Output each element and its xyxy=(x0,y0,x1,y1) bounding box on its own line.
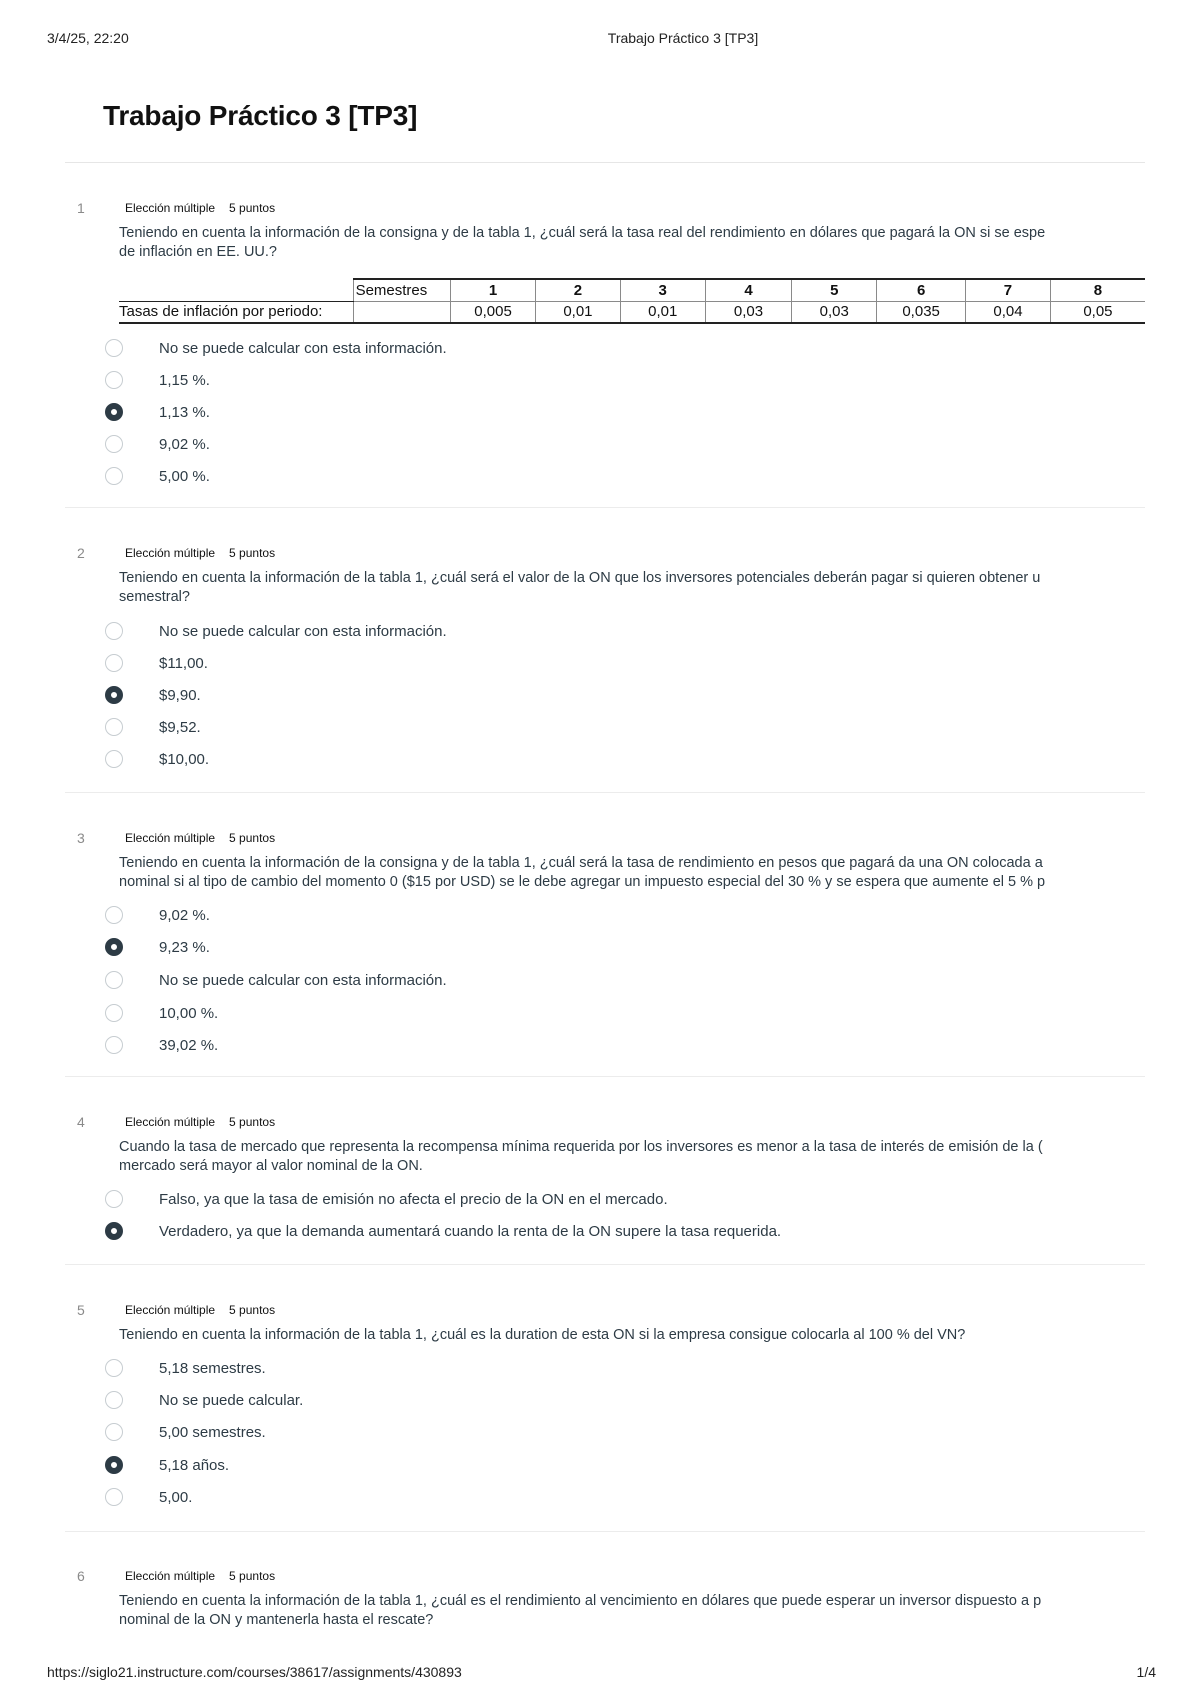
table-period-cell: 3 xyxy=(620,279,705,301)
quiz-content xyxy=(65,0,1145,1650)
radio-button[interactable] xyxy=(105,1359,123,1377)
answer-option[interactable] xyxy=(105,1421,1005,1445)
question-text xyxy=(119,224,1145,262)
radio-button[interactable] xyxy=(105,906,123,924)
answer-option[interactable] xyxy=(105,1188,1005,1212)
radio-button[interactable] xyxy=(105,654,123,672)
radio-button-checked[interactable] xyxy=(105,686,123,704)
question-text-line: mercado será mayor al valor nominal de la ON. xyxy=(119,1158,423,1174)
question-points: 5 puntos xyxy=(229,831,276,845)
question-divider xyxy=(65,507,1145,508)
answer-option[interactable] xyxy=(105,748,1005,772)
table-rate-cell: 0,035 xyxy=(877,301,966,323)
answer-label: $9,52. xyxy=(159,719,201,736)
print-url: https://siglo21.instructure.com/courses/38617/assignments/430893 xyxy=(47,1664,462,1680)
radio-button[interactable] xyxy=(105,1391,123,1409)
question-number: 1 xyxy=(77,200,85,216)
question-divider xyxy=(65,1264,1145,1265)
answer-label: 5,18 años. xyxy=(159,1457,230,1474)
question-text xyxy=(119,1138,1145,1176)
question-text-line: Teniendo en cuenta la información de la tabla 1, ¿cuál es la duration de esta ON si la empresa consigue colocarla al 100 % del VN? xyxy=(119,1327,966,1343)
question-points: 5 puntos xyxy=(229,1569,276,1583)
question-text-line: nominal de la ON y mantenerla hasta el rescate? xyxy=(119,1612,434,1628)
answer-label: 1,15 %. xyxy=(159,372,210,389)
radio-button[interactable] xyxy=(105,718,123,736)
inflation-table xyxy=(119,278,1145,324)
answer-label: 9,02 %. xyxy=(159,436,210,453)
answer-label: $11,00. xyxy=(159,655,208,672)
radio-button[interactable] xyxy=(105,339,123,357)
radio-button[interactable] xyxy=(105,435,123,453)
answer-option[interactable] xyxy=(105,1357,1005,1381)
question-number: 6 xyxy=(77,1568,85,1584)
table-period-cell: 1 xyxy=(451,279,536,301)
radio-button[interactable] xyxy=(105,1423,123,1441)
table-rate-cell: 0,01 xyxy=(620,301,705,323)
radio-button-checked[interactable] xyxy=(105,1222,123,1240)
question-6 xyxy=(65,1568,1145,1638)
radio-button[interactable] xyxy=(105,467,123,485)
question-2 xyxy=(65,545,1145,605)
table-row-label: Tasas de inflación por periodo: xyxy=(119,301,353,323)
question-meta xyxy=(125,831,275,845)
radio-button[interactable] xyxy=(105,1488,123,1506)
table-period-cell: 5 xyxy=(792,279,877,301)
answer-label: 9,23 %. xyxy=(159,939,210,956)
question-type: Elección múltiple xyxy=(125,1303,216,1317)
answer-option[interactable] xyxy=(105,433,1005,457)
answer-option[interactable] xyxy=(105,337,1005,361)
table-rate-cell: 0,04 xyxy=(966,301,1051,323)
radio-button[interactable] xyxy=(105,622,123,640)
radio-button[interactable] xyxy=(105,971,123,989)
answer-option[interactable] xyxy=(105,369,1005,393)
inflation-table-rates-row xyxy=(119,301,1145,323)
answer-option-selected[interactable] xyxy=(105,401,1005,425)
table-rate-cell: 0,005 xyxy=(451,301,536,323)
answer-label: 5,18 semestres. xyxy=(159,1360,266,1377)
answer-option-selected[interactable] xyxy=(105,1220,1005,1244)
radio-button[interactable] xyxy=(105,1190,123,1208)
question-text-line: Cuando la tasa de mercado que representa la recompensa mínima requerida por los inversores es menor a la tasa de interés de emisión de la ( xyxy=(119,1139,1043,1155)
page-title: Trabajo Práctico 3 [TP3] xyxy=(103,100,418,131)
question-type: Elección múltiple xyxy=(125,201,216,215)
question-type: Elección múltiple xyxy=(125,546,216,560)
answer-option[interactable] xyxy=(105,1486,1005,1510)
answer-label: 39,02 %. xyxy=(159,1037,219,1054)
question-number: 3 xyxy=(77,830,85,846)
print-footer xyxy=(0,1664,1200,1684)
answer-label: No se puede calcular con esta información. xyxy=(159,972,447,989)
question-meta xyxy=(125,1303,275,1317)
table-period-cell: 4 xyxy=(705,279,792,301)
question-divider xyxy=(65,1531,1145,1532)
print-doc-title: Trabajo Práctico 3 [TP3] xyxy=(607,30,759,46)
question-text xyxy=(119,854,1145,892)
answer-label: No se puede calcular. xyxy=(159,1392,304,1409)
radio-button-checked[interactable] xyxy=(105,403,123,421)
radio-button[interactable] xyxy=(105,1004,123,1022)
answer-label: No se puede calcular con esta información. xyxy=(159,623,447,640)
question-points: 5 puntos xyxy=(229,546,276,560)
table-rate-cell: 0,03 xyxy=(792,301,877,323)
question-type: Elección múltiple xyxy=(125,1569,216,1583)
answer-option-selected[interactable] xyxy=(105,684,1005,708)
radio-button[interactable] xyxy=(105,371,123,389)
radio-button[interactable] xyxy=(105,750,123,768)
question-text-line: Teniendo en cuenta la información de la tabla 1, ¿cuál será el valor de la ON que los inversores potenciales deberán pagar si quieren obtener u xyxy=(119,570,1041,586)
answer-label: 5,00 %. xyxy=(159,468,210,485)
question-3 xyxy=(65,830,1145,890)
answer-option[interactable] xyxy=(105,620,1005,644)
answer-option-selected[interactable] xyxy=(105,936,1005,960)
answer-label: Verdadero, ya que la demanda aumentará cuando la renta de la ON supere la tasa requerida. xyxy=(159,1223,782,1240)
answer-option[interactable] xyxy=(105,1034,1005,1058)
answer-label: $9,90. xyxy=(159,687,201,704)
question-text-line: Teniendo en cuenta la información de la consigna y de la tabla 1, ¿cuál será la tasa real del rendimiento en dólares que pagará la ON si se espe xyxy=(119,225,1046,241)
title-divider xyxy=(65,162,1145,163)
radio-button[interactable] xyxy=(105,1036,123,1054)
question-text-line: nominal si al tipo de cambio del momento 0 ($15 por USD) se le debe agregar un impuesto especial del 30 % y se espera que aumente el 5 % p xyxy=(119,874,1046,890)
answer-option[interactable] xyxy=(105,465,1005,489)
question-4 xyxy=(65,1114,1145,1174)
print-page-number: 1/4 xyxy=(1136,1664,1156,1680)
answer-option[interactable] xyxy=(105,1389,1005,1413)
question-points: 5 puntos xyxy=(229,201,276,215)
question-text xyxy=(119,1592,1145,1630)
answer-option-selected[interactable] xyxy=(105,1454,1005,1478)
question-number: 5 xyxy=(77,1302,85,1318)
question-points: 5 puntos xyxy=(229,1303,276,1317)
answer-option[interactable] xyxy=(105,904,1005,928)
inflation-table-header-row xyxy=(119,279,1145,301)
table-period-cell: 7 xyxy=(966,279,1051,301)
table-rate-cell: 0,05 xyxy=(1050,301,1145,323)
answer-option[interactable] xyxy=(105,716,1005,740)
table-rate-cell: 0,01 xyxy=(536,301,621,323)
question-number: 2 xyxy=(77,545,85,561)
radio-button-checked[interactable] xyxy=(105,938,123,956)
table-empty-cell xyxy=(353,301,450,323)
question-divider xyxy=(65,1076,1145,1077)
question-text-line: semestral? xyxy=(119,589,190,605)
question-meta xyxy=(125,1569,275,1583)
table-corner-cell xyxy=(119,279,353,301)
question-meta xyxy=(125,1115,275,1129)
table-period-cell: 2 xyxy=(536,279,621,301)
question-text xyxy=(119,569,1145,607)
question-points: 5 puntos xyxy=(229,1115,276,1129)
question-text xyxy=(119,1326,1145,1345)
answer-option[interactable] xyxy=(105,652,1005,676)
print-datetime: 3/4/25, 22:20 xyxy=(47,30,129,46)
answer-label: $10,00. xyxy=(159,751,210,768)
answer-option[interactable] xyxy=(105,1002,1005,1026)
question-type: Elección múltiple xyxy=(125,1115,216,1129)
answer-label: 9,02 %. xyxy=(159,907,210,924)
question-meta xyxy=(125,201,275,215)
question-text-line: Teniendo en cuenta la información de la consigna y de la tabla 1, ¿cuál será la tasa de rendimiento en pesos que pagará da una ON colocada a xyxy=(119,855,1043,871)
table-header-label: Semestres xyxy=(353,279,450,301)
question-5 xyxy=(65,1302,1145,1352)
answer-label: 10,00 %. xyxy=(159,1005,219,1022)
question-type: Elección múltiple xyxy=(125,831,216,845)
answer-option[interactable] xyxy=(105,969,1005,993)
answer-label: 5,00. xyxy=(159,1489,193,1506)
answer-label: 1,13 %. xyxy=(159,404,210,421)
table-rate-cell: 0,03 xyxy=(705,301,792,323)
question-text-line: Teniendo en cuenta la información de la tabla 1, ¿cuál es el rendimiento al vencimiento en dólares que puede esperar un inversor dispuesto a p xyxy=(119,1593,1042,1609)
question-text-line: de inflación en EE. UU.? xyxy=(119,244,277,260)
question-divider xyxy=(65,792,1145,793)
question-meta xyxy=(125,546,275,560)
answer-label: 5,00 semestres. xyxy=(159,1424,266,1441)
table-period-cell: 6 xyxy=(877,279,966,301)
answer-label: Falso, ya que la tasa de emisión no afecta el precio de la ON en el mercado. xyxy=(159,1191,668,1208)
answer-label: No se puede calcular con esta información. xyxy=(159,340,447,357)
table-period-cell: 8 xyxy=(1050,279,1145,301)
radio-button-checked[interactable] xyxy=(105,1456,123,1474)
question-number: 4 xyxy=(77,1114,85,1130)
